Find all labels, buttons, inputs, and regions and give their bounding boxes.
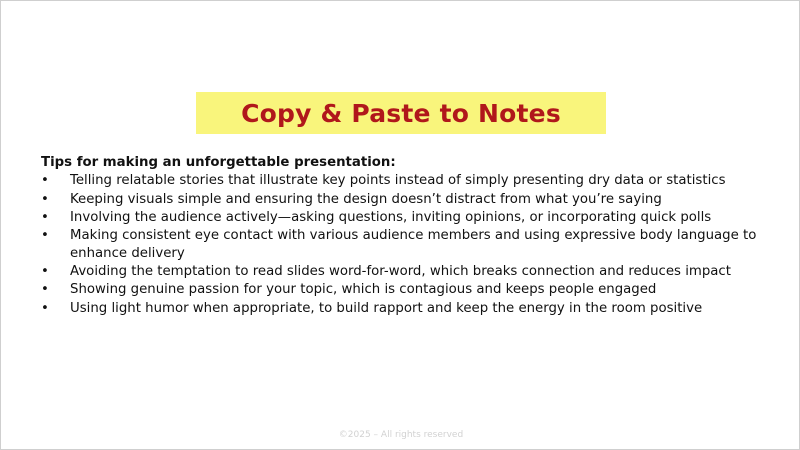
bullet-icon: • xyxy=(41,173,49,189)
tip-item xyxy=(41,191,776,208)
bullet-icon: • xyxy=(41,191,49,207)
tip-item xyxy=(41,263,776,280)
tip-text: Telling relatable stories that illustrate key points instead of simply presenting dry data or statistics xyxy=(70,173,726,189)
tip-text: Making consistent eye contact with various audience members and using expressive body language to enhance delivery xyxy=(70,228,757,261)
tip-item xyxy=(41,281,776,298)
title-banner xyxy=(196,92,606,134)
tip-text: Avoiding the temptation to read slides word-for-word, which breaks connection and reduces impact xyxy=(70,263,731,279)
tips-list xyxy=(41,172,776,317)
tip-item xyxy=(41,300,776,317)
bullet-icon: • xyxy=(41,282,49,298)
tip-text: Using light humor when appropriate, to build rapport and keep the energy in the room positive xyxy=(70,300,703,316)
tip-item xyxy=(41,172,776,189)
tips-section xyxy=(41,154,776,318)
tip-text: Showing genuine passion for your topic, which is contagious and keeps people engaged xyxy=(70,282,657,298)
tip-item xyxy=(41,227,776,261)
bullet-icon: • xyxy=(41,300,49,316)
bullet-icon: • xyxy=(41,263,49,279)
bullet-icon: • xyxy=(41,228,49,244)
tips-heading: Tips for making an unforgettable presentation: xyxy=(41,155,396,170)
copyright-footer: ©2025 – All rights reserved xyxy=(338,430,464,440)
tip-item xyxy=(41,209,776,226)
tip-text: Keeping visuals simple and ensuring the design doesn’t distract from what you’re saying xyxy=(70,191,662,207)
slide-title: Copy & Paste to Notes xyxy=(241,98,561,128)
bullet-icon: • xyxy=(41,209,49,225)
tip-text: Involving the audience actively—asking questions, inviting opinions, or incorporating quick polls xyxy=(70,209,712,225)
